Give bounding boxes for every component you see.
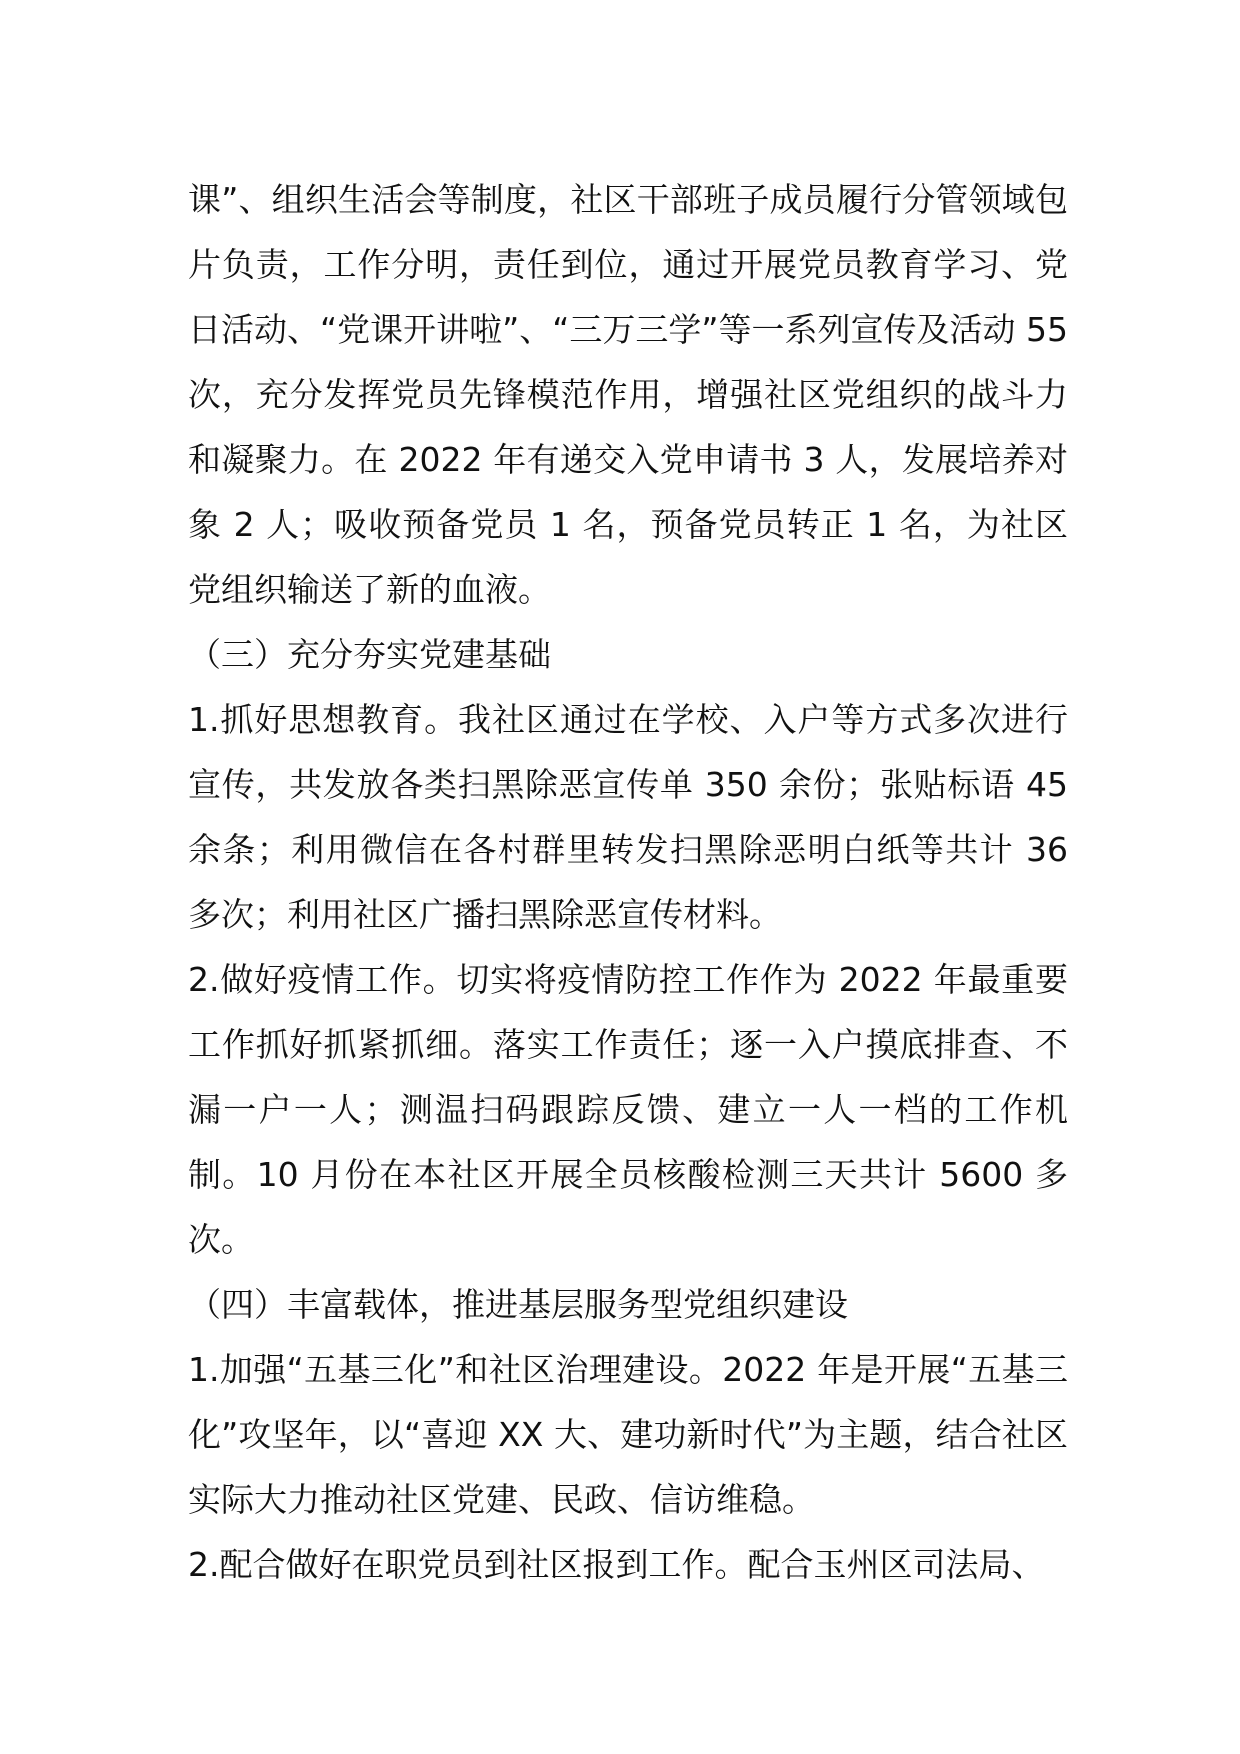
paragraph-party-education: 课”、组织生活会等制度，社区干部班子成员履行分管领域包片负责，工作分明，责任到位，通过开展党员教育学习、党日活动、“党课开讲啦”、“三万三学”等一系列宣传及活动 55 次，充分发挥党员先锋模范作用，增强社区党组织的战斗力和凝聚力。在 2022 年有递交入党申请书 3 人，发展培养对象 2 人；吸收预备党员 1 名，预备党员转正 1 名，为社区党组织输送了新的血液。 (188, 180, 1068, 609)
section-heading-4: （四）丰富载体，推进基层服务型党组织建设 (188, 1285, 848, 1324)
section-heading-3: （三）充分夯实党建基础 (188, 635, 551, 674)
document-body (188, 167, 1068, 1597)
paragraph-community-governance: 1.加强“五基三化”和社区治理建设。2022 年是开展“五基三化”攻坚年，以“喜迎 XX 大、建功新时代”为主题，结合社区实际大力推动社区党建、民政、信访维稳。 (188, 1350, 1068, 1519)
paragraph-epidemic-work: 2.做好疫情工作。切实将疫情防控工作作为 2022 年最重要工作抓好抓紧抓细。落实工作责任；逐一入户摸底排查、不漏一户一人；测温扫码跟踪反馈、建立一人一档的工作机制。10 月份在本社区开展全员核酸检测三天共计 5600 多次。 (188, 960, 1068, 1259)
paragraph-party-member-report: 2.配合做好在职党员到社区报到工作。配合玉州区司法局、 (188, 1545, 1045, 1584)
paragraph-ideological-education: 1.抓好思想教育。我社区通过在学校、入户等方式多次进行宣传，共发放各类扫黑除恶宣传单 350 余份；张贴标语 45 余条；利用微信在各村群里转发扫黑除恶明白纸等共计 36 多次；利用社区广播扫黑除恶宣传材料。 (188, 700, 1068, 934)
